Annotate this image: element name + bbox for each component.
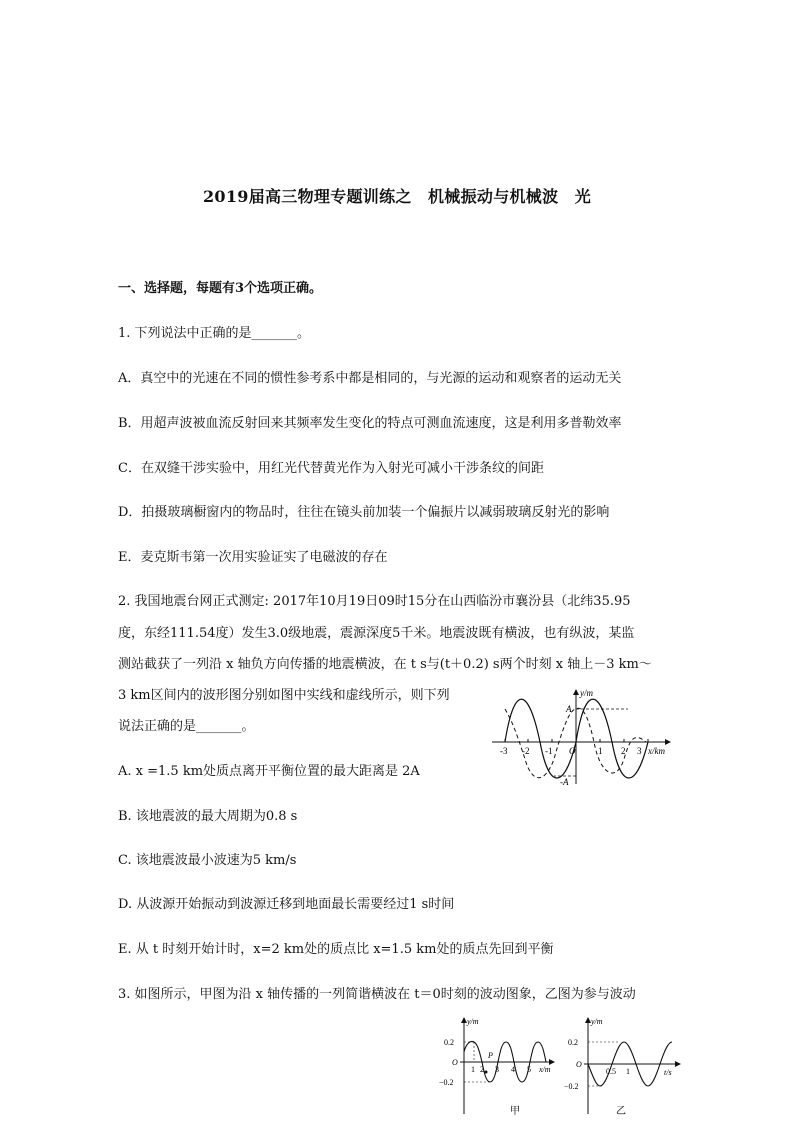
q2-option-c: C. 该地震波最小波速为5 km/s [118, 853, 297, 868]
y-tick-label: 0.2 [444, 1038, 454, 1047]
page-title: 2019届高三物理专题训练之 机械振动与机械波 光 [202, 187, 592, 206]
x-tick-label: 3 [637, 746, 642, 756]
amplitude-label: A [566, 704, 572, 714]
y-axis-label: y/m [580, 688, 593, 698]
q1-option-b: B．用超声波被血流反射回来其频率发生变化的特点可测血流速度，这是利用多普勒效率 [118, 416, 622, 431]
figure-caption: 乙 [616, 1106, 626, 1117]
x-axis-label: x/km [648, 746, 665, 756]
x-tick-label: 1 [471, 1065, 475, 1074]
x-tick-label: -3 [500, 746, 508, 756]
origin-label: O [576, 1060, 582, 1069]
neg-amplitude-label: -A [560, 777, 569, 787]
q3-stem: 3. 如图所示，甲图为沿 x 轴传播的一列简谐横波在 t＝0时刻的波动图象，乙图为参与波动 [118, 987, 636, 1002]
y-axis-label: y/m [467, 1017, 479, 1026]
q2-option-d: D. 从波源开始振动到波源迁移到地面最长需要经过1 s时间 [118, 897, 455, 912]
q2-option-a: A. x =1.5 km处质点离开平衡位置的最大距离是 2A [118, 764, 420, 779]
x-tick-label: 2 [480, 1065, 484, 1074]
x-tick-label: 1 [626, 1067, 630, 1076]
q1-stem: 1. 下列说法中正确的是_______。 [118, 326, 311, 341]
x-tick-label: 1 [598, 746, 603, 756]
y-tick-label: −0.2 [564, 1082, 579, 1091]
figure-caption: 甲 [510, 1106, 520, 1117]
section-heading: 一、选择题，每题有3个选项正确。 [118, 281, 323, 296]
x-tick-label: -2 [522, 746, 530, 756]
x-axis-label: x/m [539, 1065, 551, 1074]
q3-figure-jia [436, 1014, 560, 1118]
x-axis-label: t/s [664, 1068, 672, 1077]
q2-stem-line-3: 测站截获了一列沿 x 轴负方向传播的地震横波，在 t s与(t＋0.2) s两个时刻 x 轴上－3 km～ [118, 657, 652, 672]
y-tick-label: 0.2 [568, 1038, 578, 1047]
q1-option-d: D．拍摄玻璃橱窗内的物品时，往往在镜头前加装一个偏振片以减弱玻璃反射光的影响 [118, 505, 610, 520]
x-tick-label: -1 [545, 746, 553, 756]
y-axis-label: y/m [591, 1017, 603, 1026]
x-tick-label: 5 [527, 1065, 531, 1074]
q1-option-c: C．在双缝干涉实验中，用红光代替黄光作为入射光可减小干涉条纹的间距 [118, 461, 544, 476]
q1-option-e: E．麦克斯韦第一次用实验证实了电磁波的存在 [118, 550, 388, 565]
x-tick-label: 4 [511, 1065, 515, 1074]
x-tick-label: 0.5 [606, 1067, 616, 1076]
q2-stem-line-4: 3 km区间内的波形图分别如图中实线和虚线所示，则下列 [118, 688, 450, 703]
point-p-label: P [488, 1051, 493, 1060]
q2-stem-line-1: 2. 我国地震台网正式测定: 2017年10月19日09时15分在山西临汾市襄汾县（北纬35.95 [118, 594, 631, 609]
q2-stem-line-5: 说法正确的是_______。 [118, 719, 255, 734]
q2-waveform-figure [488, 684, 678, 790]
q2-option-b: B. 该地震波的最大周期为0.8 s [118, 809, 298, 824]
q3-figure-yi [564, 1014, 688, 1118]
x-tick-label: 3 [495, 1065, 499, 1074]
y-tick-label: −0.2 [439, 1078, 454, 1087]
q2-option-e: E. 从 t 时刻开始计时，x=2 km处的质点比 x=1.5 km处的质点先回到平衡 [118, 942, 554, 957]
q2-stem-line-2: 度，东经111.54度）发生3.0级地震，震源深度5千米。地震波既有横波，也有纵波，某监 [118, 626, 635, 641]
x-tick-label: 2 [621, 746, 626, 756]
origin-label: O [452, 1058, 458, 1067]
origin-label: O [569, 746, 576, 756]
q1-option-a: A．真空中的光速在不同的惯性参考系中都是相同的，与光源的运动和观察者的运动无关 [118, 371, 622, 386]
